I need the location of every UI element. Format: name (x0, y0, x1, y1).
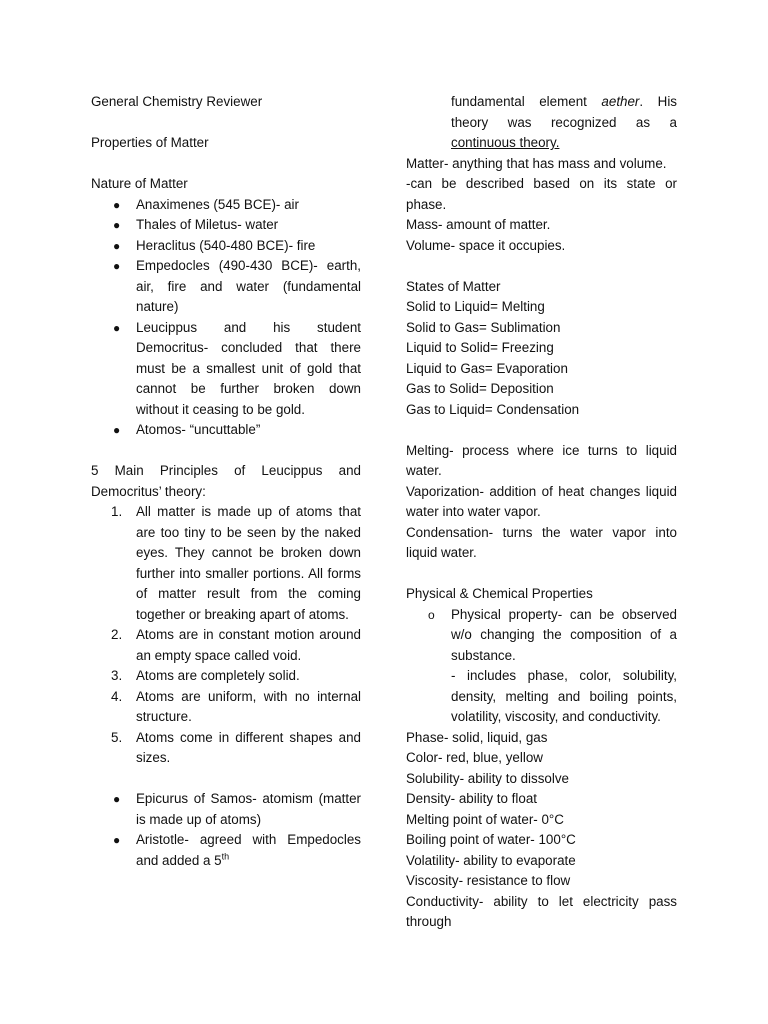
state-line: Liquid to Gas= Evaporation (406, 360, 568, 376)
properties-heading: Physical & Chemical Properties (406, 586, 593, 601)
nature-list (91, 195, 361, 441)
right-column (406, 92, 677, 933)
bullet-icon: ● (113, 423, 121, 437)
state-line: Solid to Gas= Sublimation (406, 319, 561, 335)
document-title: General Chemistry Reviewer (91, 94, 263, 109)
property-line: Viscosity- resistance to flow (406, 873, 571, 888)
list-item: 5. Atoms come in different shapes and sizes. (111, 729, 361, 765)
list-item: 2. Atoms are in constant motion around an empty space called void. (111, 627, 361, 663)
bullet-icon: ● (113, 259, 121, 273)
property-line: Solubility- ability to dissolve (406, 770, 569, 786)
property-line: Melting point of water- 0°C (406, 811, 564, 827)
property-line: Density- ability to float (406, 791, 537, 806)
property-line: Color- red, blue, yellow (406, 750, 543, 765)
process-vaporization: Vaporization- addition of heat changes liquid water into water vapor. (406, 483, 677, 519)
principles-heading: 5 Main Principles of Leucippus and Democritus’ theory: (91, 463, 361, 499)
list-item: ● Atomos- “uncuttable” (91, 420, 361, 441)
bullet-icon: ● (113, 792, 121, 806)
state-line: Liquid to Solid= Freezing (406, 340, 554, 355)
bullet-icon: ● (113, 238, 121, 253)
section-heading: Properties of Matter (91, 135, 209, 150)
nature-heading: Nature of Matter (91, 176, 188, 191)
list-item: ● Anaximenes (545 BCE)- air (91, 195, 361, 216)
process-melting: Melting- process where ice turns to liquid water. (406, 442, 677, 478)
physical-includes: - includes phase, color, solubility, density, melting and boiling points, volatility, viscosity, and conductivity. (451, 668, 677, 724)
state-line: Gas to Solid= Deposition (406, 381, 554, 396)
property-line: Volatility- ability to evaporate (406, 852, 576, 868)
list-item: 1. All matter is made up of atoms that are too tiny to be seen by the naked eyes. They cannot be broken down further into smaller portions. All forms of matter result from the coming together or breaking apart of atoms. (111, 504, 361, 622)
list-item: ● Thales of Miletus- water (91, 215, 361, 236)
aristotle-continuation: fundamental element aether. His theory was recognized as a continuous theory. (451, 94, 677, 150)
mass-definition: Mass- amount of matter. (406, 217, 551, 232)
property-line: Boiling point of water- 100°C (406, 832, 576, 847)
process-condensation: Condensation- turns the water vapor into liquid water. (406, 524, 677, 560)
circle-bullet-icon: o (428, 607, 435, 622)
list-item: ● Heraclitus (540-480 BCE)- fire (91, 236, 361, 257)
list-item: 3. Atoms are completely solid. (111, 668, 300, 683)
list-item: 4. Atoms are uniform, with no internal structure. (111, 688, 361, 724)
volume-definition: Volume- space it occupies. (406, 237, 566, 253)
bullet-icon: ● (113, 833, 121, 847)
matter-state: -can be described based on its state or phase. (406, 176, 677, 212)
list-item: ● Epicurus of Samos- atomism (matter is made up of atoms) (113, 791, 361, 827)
bullet-icon: ● (113, 197, 121, 212)
states-heading: States of Matter (406, 278, 501, 294)
principles-list (91, 502, 361, 769)
property-line: Conductivity- ability to let electricity pass through (406, 893, 677, 929)
state-line: Gas to Liquid= Condensation (406, 401, 580, 417)
later-list (91, 789, 361, 871)
list-item: ● Aristotle- agreed with Empedocles and added a 5th (113, 832, 361, 868)
list-item: ● Empedocles (490-430 BCE)- earth, air, fire and water (fundamental nature) (113, 258, 361, 314)
bullet-icon: ● (113, 320, 121, 335)
property-line: Phase- solid, liquid, gas (406, 729, 548, 745)
state-line: Solid to Liquid= Melting (406, 299, 545, 314)
bullet-icon: ● (113, 218, 121, 232)
list-item: ● Leucippus and his student Democritus- concluded that there must be a smallest unit of gold that cannot be further broken down without it ceasing to be gold. (113, 319, 361, 417)
matter-definition: Matter- anything that has mass and volume. (406, 155, 667, 171)
left-column (91, 92, 361, 871)
list-item: o Physical property- can be observed w/o changing the composition of a substance. (428, 606, 677, 663)
